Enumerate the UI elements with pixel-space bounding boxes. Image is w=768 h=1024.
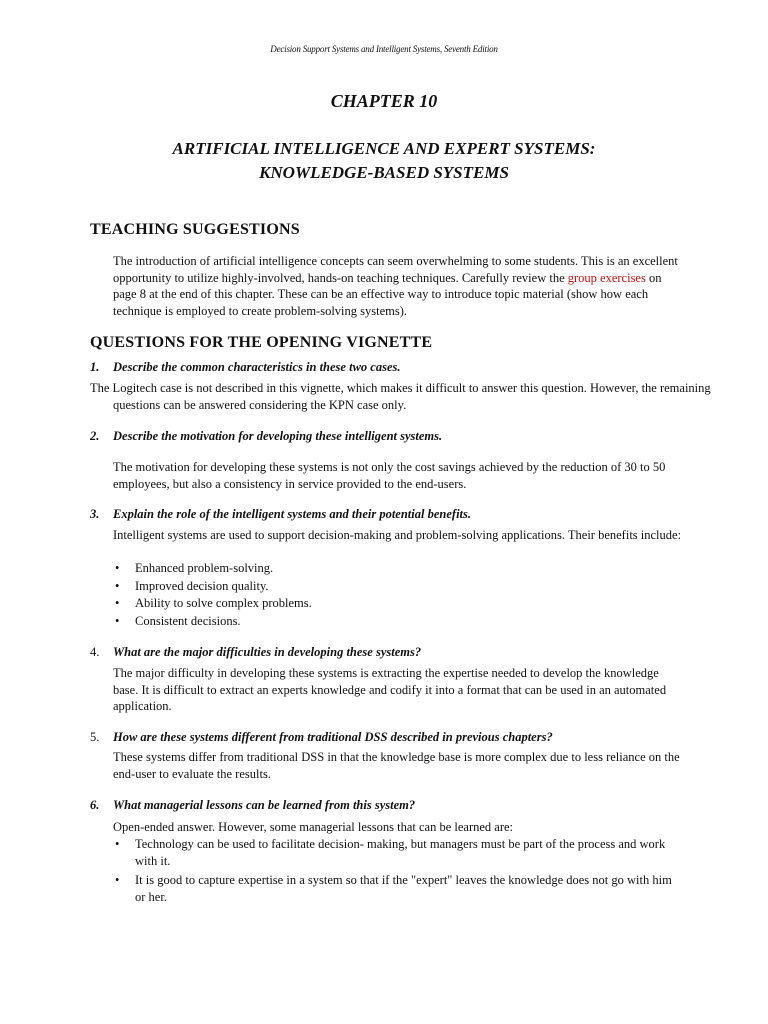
list-item-text: Technology can be used to facilitate decision- making, but managers must be part of the process and work with it. [135, 837, 666, 868]
list-item-text: It is good to capture expertise in a system so that if the "expert" leaves the knowledge does not go with him or her. [135, 873, 672, 904]
bullet-icon: • [115, 613, 120, 628]
teaching-suggestions-heading: TEACHING SUGGESTIONS [90, 221, 300, 238]
benefits-list [113, 560, 673, 630]
bullet-icon: • [115, 837, 120, 851]
question-number: 5. [90, 730, 100, 744]
question-3 [90, 506, 710, 522]
list-item [113, 836, 673, 869]
question-number: 2. [90, 429, 100, 443]
question-text: Describe the motivation for developing these intelligent systems. [113, 429, 443, 443]
managerial-lessons-list [113, 836, 673, 906]
question-text: What are the major difficulties in developing these systems? [113, 645, 422, 659]
list-item [113, 595, 673, 612]
chapter-label: CHAPTER 10 [330, 91, 438, 111]
question-number: 3. [90, 507, 100, 521]
bullet-icon: • [115, 578, 120, 593]
teaching-suggestions-paragraph [113, 253, 683, 319]
answer-1: The Logitech case is not described in this vignette, which makes it difficult to answer this question. However, the remaining questions can be answered considering the KPN case only. [90, 381, 711, 412]
question-1 [90, 359, 710, 375]
answer-2: The motivation for developing these systems is not only the cost savings achieved by the reduction of 30 to 50 employees, but also a consistency in service provided to the end-users. [113, 460, 666, 491]
question-text: Describe the common characteristics in these two cases. [113, 360, 401, 374]
question-text: What managerial lessons can be learned from this system? [113, 798, 416, 812]
list-item-text: Consistent decisions. [135, 613, 241, 628]
list-item [113, 613, 673, 630]
bullet-icon: • [115, 873, 120, 888]
running-header: Decision Support Systems and Intelligent Systems, Seventh Edition [270, 44, 498, 54]
question-6 [90, 797, 710, 813]
answer-4: The major difficulty in developing these systems is extracting the expertise needed to develop the knowledge base. It is difficult to extract an experts knowledge and codify it into a format that can be used in an automated application. [113, 666, 667, 714]
chapter-title-line-1: ARTIFICIAL INTELLIGENCE AND EXPERT SYSTEMS: [172, 139, 596, 158]
list-item-text: Improved decision quality. [135, 578, 269, 593]
list-item-text: Enhanced problem-solving. [135, 561, 274, 575]
teaching-text-after-link: on page 8 at the end of this chapter. These can be an effective way to introduce topic material (show how each technique is employed to create problem-solving systems). [113, 270, 662, 318]
question-5 [90, 729, 710, 745]
list-item-text: Ability to solve complex problems. [135, 596, 312, 611]
question-2 [90, 428, 710, 444]
teaching-text-before-link: The introduction of artificial intelligence concepts can seem overwhelming to some students. This is an excellent opportunity to utilize highly-involved, hands-on teaching techniques. Carefully review the [113, 254, 678, 285]
question-text: How are these systems different from traditional DSS described in previous chapters? [113, 730, 553, 744]
question-number: 6. [90, 798, 100, 812]
chapter-title [0, 137, 768, 185]
list-item [113, 578, 673, 595]
vignette-heading: QUESTIONS FOR THE OPENING VIGNETTE [90, 334, 433, 351]
chapter-title-line-2: KNOWLEDGE-BASED SYSTEMS [259, 163, 509, 182]
question-number: 4. [90, 645, 100, 659]
question-number: 1. [90, 360, 100, 374]
bullet-icon: • [115, 561, 120, 575]
question-4 [90, 644, 710, 660]
answer-3: Intelligent systems are used to support decision-making and problem-solving applications. Their benefits include: [113, 528, 682, 542]
bullet-icon: • [115, 596, 120, 611]
question-text: Explain the role of the intelligent systems and their potential benefits. [113, 507, 472, 521]
answer-6: Open-ended answer. However, some managerial lessons that can be learned are: [113, 820, 514, 834]
list-item [113, 560, 673, 577]
answer-5: These systems differ from traditional DSS in that the knowledge base is more complex due to less reliance on the end-user to evaluate the results. [113, 750, 680, 781]
list-item [113, 872, 673, 905]
group-exercises-link[interactable]: group exercises [567, 270, 646, 285]
